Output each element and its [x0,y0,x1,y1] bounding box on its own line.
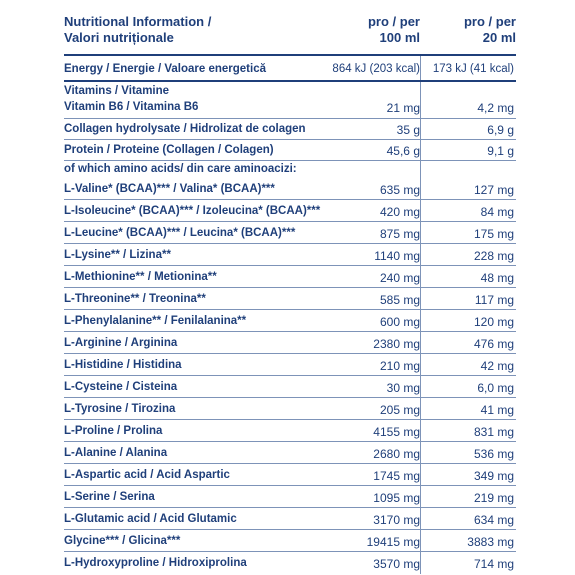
amino-acid-value-20ml: 117 mg [474,293,514,307]
protein-row [64,140,516,161]
amino-acid-value-20ml: 41 mg [480,403,514,417]
column-header-100ml [368,14,420,46]
table-title [64,14,211,46]
amino-acid-list [64,178,516,574]
amino-acid-value-20ml: 42 mg [480,359,514,373]
amino-acid-value-100ml: 30 mg [386,381,420,395]
table-row [64,508,516,530]
column-header-100ml-line2: 100 ml [379,30,420,45]
amino-acid-value-20ml: 6,0 mg [477,381,514,395]
energy-label: Energy / Energie / Valoare energetică [64,63,266,75]
amino-acid-value-100ml: 1745 mg [373,469,420,483]
amino-acid-value-100ml: 19415 mg [366,535,420,549]
title-line-romanian: Valori nutriționale [64,30,174,45]
amino-acid-label: L-Tyrosine / Tirozina [64,403,176,415]
amino-acid-label: L-Threonine** / Treonina** [64,293,206,305]
table-row [64,310,516,332]
amino-acid-label: L-Phenylalanine** / Fenilalanina** [64,315,247,327]
column-header-20ml [464,14,516,46]
amino-acid-value-20ml: 3883 mg [467,535,514,549]
amino-acid-value-100ml: 585 mg [379,293,420,307]
table-row [64,398,516,420]
column-header-100ml-line1: pro / per [367,14,420,29]
vitamin-b6-value-20ml: 4,2 mg [477,101,514,115]
amino-acid-label: L-Hydroxyproline / Hidroxiprolina [64,557,247,569]
collagen-label: Collagen hydrolysate / Hidrolizat de colagen [64,123,306,135]
amino-acid-value-20ml: 127 mg [473,183,514,197]
table-row [64,266,516,288]
table-row [64,178,516,200]
amino-acid-value-20ml: 219 mg [473,491,514,505]
amino-acid-value-100ml: 240 mg [379,271,420,285]
amino-acid-label: L-Proline / Prolina [64,425,163,437]
amino-acid-value-100ml: 1095 mg [373,491,420,505]
amino-acid-value-20ml: 175 mg [473,227,514,241]
title-line-english: Nutritional Information / [64,14,212,29]
amino-acid-value-20ml: 120 mg [473,315,514,329]
energy-value-100ml: 864 kJ (203 kcal) [332,63,420,75]
amino-acid-value-20ml: 48 mg [480,271,514,285]
amino-acid-value-100ml: 3170 mg [373,513,420,527]
table-row [64,376,516,398]
amino-acid-value-100ml: 210 mg [379,359,420,373]
nutrition-table [64,10,516,574]
energy-value-20ml: 173 kJ (41 kcal) [432,63,514,75]
amino-acid-value-20ml: 228 mg [473,249,514,263]
amino-acid-label: L-Isoleucine* (BCAA)*** / Izoleucina* (BCAA)*** [64,205,321,217]
table-row [64,486,516,508]
amino-acid-value-100ml: 2380 mg [373,337,420,351]
amino-acid-label: L-Aspartic acid / Acid Aspartic [64,469,230,481]
table-header [64,10,516,56]
vitamin-b6-value-100ml: 21 mg [386,101,420,115]
table-row [64,354,516,376]
amino-acid-value-20ml: 349 mg [473,469,514,483]
table-row [64,530,516,552]
amino-acid-value-100ml: 3570 mg [373,557,420,571]
amino-acid-value-100ml: 420 mg [379,205,420,219]
amino-acid-value-20ml: 831 mg [473,425,514,439]
table-row [64,464,516,486]
collagen-value-100ml: 35 g [396,123,420,137]
amino-acid-value-100ml: 635 mg [379,183,420,197]
amino-acid-label: L-Histidine / Histidina [64,359,182,371]
amino-acid-label: Glycine*** / Glicina*** [64,535,181,547]
table-row [64,288,516,310]
energy-row [64,56,516,82]
protein-label: Protein / Proteine (Collagen / Colagen) [64,144,274,156]
table-row [64,332,516,354]
table-row [64,420,516,442]
column-header-20ml-line2: 20 ml [482,30,516,45]
amino-acid-label: L-Glutamic acid / Acid Glutamic [64,513,237,525]
table-row [64,442,516,464]
table-row [64,244,516,266]
amino-acid-value-20ml: 634 mg [473,513,514,527]
amino-acid-value-100ml: 875 mg [379,227,420,241]
amino-acid-value-100ml: 1140 mg [374,249,420,263]
amino-acid-label: L-Lysine** / Lizina** [64,249,171,261]
protein-value-100ml: 45,6 g [386,144,420,158]
amino-acid-label: L-Valine* (BCAA)*** / Valina* (BCAA)*** [64,183,275,195]
amino-acid-label: L-Alanine / Alanina [64,447,168,459]
protein-value-20ml: 9,1 g [487,144,514,158]
amino-acid-value-100ml: 205 mg [379,403,420,417]
vitamins-heading: Vitamins / Vitamine [64,85,170,97]
amino-acid-value-100ml: 600 mg [379,315,420,329]
vitamin-b6-label: Vitamin B6 / Vitamina B6 [64,101,199,113]
table-row [64,552,516,574]
amino-acid-value-20ml: 476 mg [473,337,514,351]
amino-acid-label: L-Methionine** / Metionina** [64,271,217,283]
column-header-20ml-line1: pro / per [463,14,516,29]
amino-acid-label: L-Arginine / Arginina [64,337,178,349]
amino-acid-value-20ml: 84 mg [480,205,514,219]
amino-acid-value-100ml: 2680 mg [373,447,420,461]
amino-acid-label: L-Leucine* (BCAA)*** / Leucina* (BCAA)*** [64,227,296,239]
collagen-row [64,119,516,140]
amino-acid-value-20ml: 536 mg [473,447,514,461]
amino-acids-heading: of which amino acids/ din care aminoacizi: [64,163,297,175]
collagen-value-20ml: 6,9 g [487,123,514,137]
table-row [64,222,516,244]
amino-acid-label: L-Cysteine / Cisteina [64,381,178,393]
amino-acids-heading-row [64,161,516,178]
table-row [64,200,516,222]
amino-acid-label: L-Serine / Serina [64,491,155,503]
amino-acid-value-20ml: 714 mg [473,557,514,571]
vitamin-row [64,82,516,119]
amino-acid-value-100ml: 4155 mg [373,425,420,439]
